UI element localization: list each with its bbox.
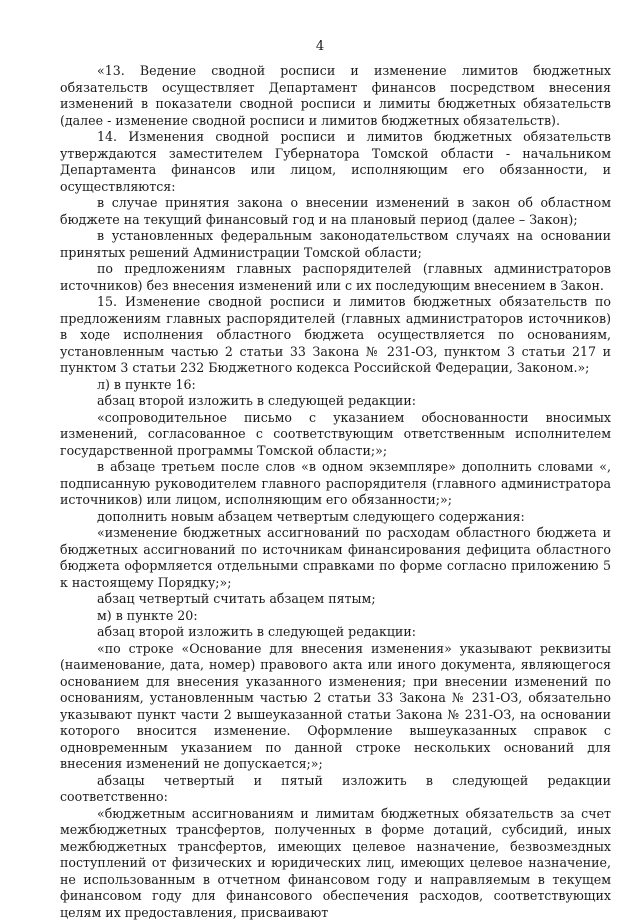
paragraph-item-13: «13. Ведение сводной росписи и изменение лимитов бюджетных обязательств осуществляет Департамент финансов посредством внесения изменений в показатели сводной росписи и лимиты бюджетных обязательств (далее - изменение сводной росписи и лимитов бюджетных обязательств). [60, 63, 611, 129]
document-text-body [60, 63, 611, 921]
paragraph-l-second-abzac: абзац второй изложить в следующей редакции: [60, 393, 611, 410]
paragraph-fourth-to-fifth: абзац четвертый считать абзацем пятым; [60, 591, 611, 608]
paragraph-subitem-l: л) в пункте 16: [60, 377, 611, 394]
paragraph-budget-allocations-change: «изменение бюджетных ассигнований по расходам областного бюджета и бюджетных ассигнований по источникам финансирования дефицита областного бюджета оформляется отдельными справками по форме согласно приложению 5 к настоящему Порядку;»; [60, 525, 611, 591]
paragraph-basis-line: «по строке «Основание для внесения изменения» указывают реквизиты (наименование, дата, номер) правового акта или иного документа, являющегося основанием для внесения указанного изменения; при внесении изменений по основаниям, установленным частью 2 статьи 33 Закона № 231-ОЗ, обязательно указывают пункт части 2 вышеуказанной статьи Закона № 231-ОЗ, на основании которого вносится изменение. Оформление вышеуказанных справок с одновременным указанием по данной строке нескольких оснований для внесения изменений не допускается;»; [60, 641, 611, 773]
paragraph-item-15: 15. Изменение сводной росписи и лимитов бюджетных обязательств по предложениям главных распорядителей (главных администраторов источников) в ходе исполнения областного бюджета осуществляется по основаниям, установленным частью 2 статьи 33 Закона № 231-ОЗ, пунктом 3 статьи 217 и пунктом 3 статьи 232 Бюджетного кодекса Российской Федерации, Законом.»; [60, 294, 611, 377]
paragraph-federal-cases: в установленных федеральным законодательством случаях на основании принятых решений Администрации Томской области; [60, 228, 611, 261]
paragraph-cover-letter: «сопроводительное письмо с указанием обоснованности вносимых изменений, согласованное с соответствующим ответственным исполнителем государственной программы Томской области;»; [60, 410, 611, 460]
paragraph-m-second-abzac: абзац второй изложить в следующей редакции: [60, 624, 611, 641]
page-number: 4 [0, 39, 640, 55]
paragraph-intergovernmental-transfers: «бюджетным ассигнованиям и лимитам бюджетных обязательств за счет межбюджетных трансфертов, полученных в форме дотаций, субсидий, иных межбюджетных трансфертов, имеющих целевое назначение, безвозмездных поступлений от физических и юридических лиц, имеющих целевое назначение, не использованным в отчетном финансовом году и направляемым в текущем финансовом году для финансового обеспечения расходов, соответствующих целям их предоставления, присваивают [60, 806, 611, 921]
paragraph-subitem-m: м) в пункте 20: [60, 608, 611, 625]
paragraph-law-amendment-case: в случае принятия закона о внесении изменений в закон об областном бюджете на текущий финансовый год и на плановый период (далее – Закон); [60, 195, 611, 228]
paragraph-new-fourth-abzac: дополнить новым абзацем четвертым следующего содержания: [60, 509, 611, 526]
paragraph-distributor-proposals: по предложениям главных распорядителей (главных администраторов источников) без внесения изменений или с их последующим внесением в Закон. [60, 261, 611, 294]
paragraph-fourth-fifth-abzac: абзацы четвертый и пятый изложить в следующей редакции соответственно: [60, 773, 611, 806]
paragraph-third-abzac-addition: в абзаце третьем после слов «в одном экземпляре» дополнить словами «, подписанную руководителем главного распорядителя (главного администратора источников) или лицом, исполняющим его обязанности;»; [60, 459, 611, 509]
paragraph-item-14: 14. Изменения сводной росписи и лимитов бюджетных обязательств утверждаются заместителем Губернатора Томской области - начальником Департамента финансов или лицом, исполняющим его обязанности, и осуществляются: [60, 129, 611, 195]
